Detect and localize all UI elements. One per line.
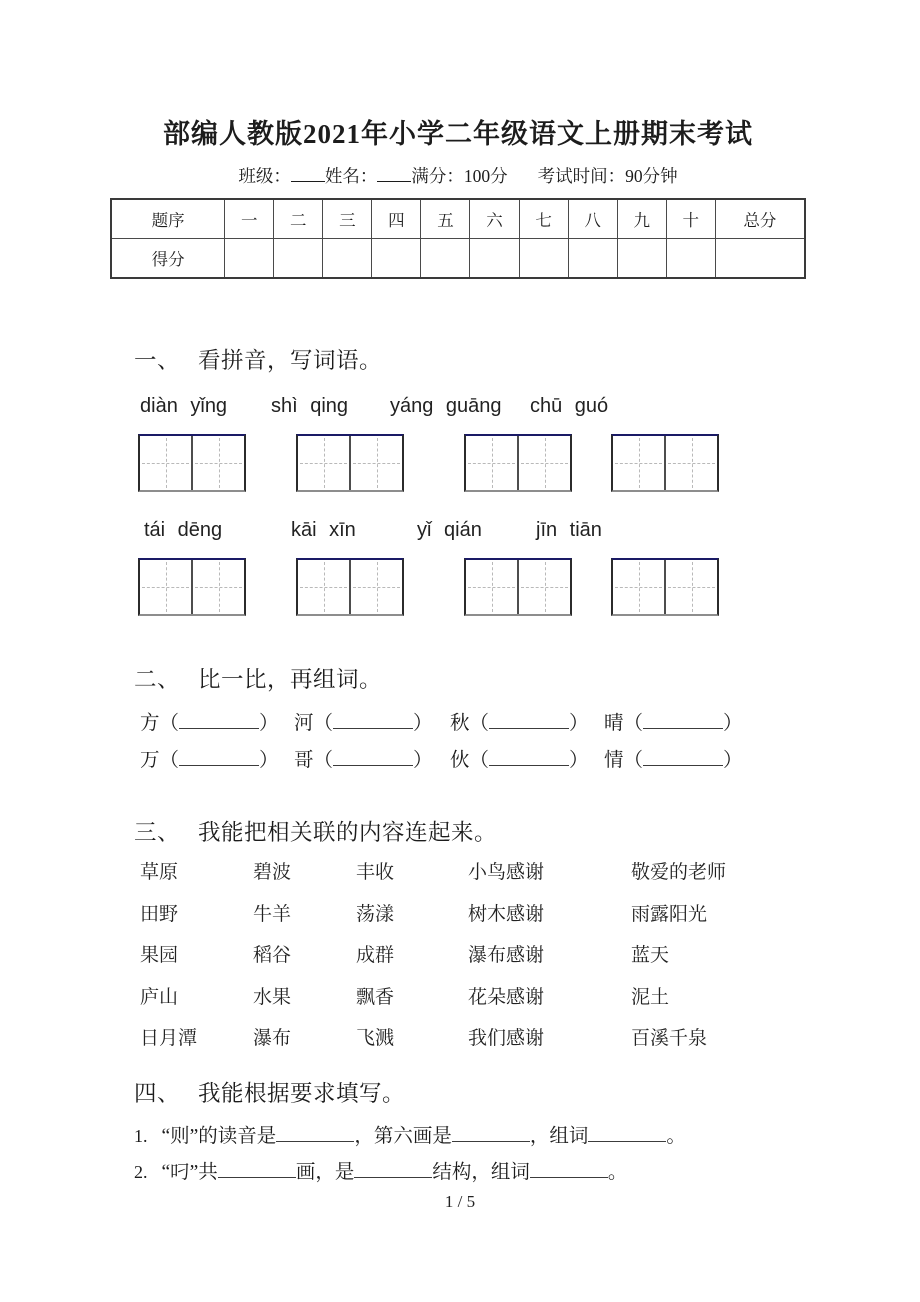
writing-grid-row-2 bbox=[134, 558, 806, 616]
answer-blank bbox=[276, 1124, 354, 1142]
match-word: 日月潭 bbox=[140, 1028, 198, 1049]
compare-row-2 bbox=[134, 744, 806, 777]
writing-grid bbox=[611, 434, 719, 492]
name-label: 姓名： bbox=[324, 166, 378, 186]
match-word: 丰收 bbox=[356, 862, 395, 883]
col-三: 三 bbox=[323, 199, 372, 239]
score-table bbox=[110, 198, 806, 279]
col-七: 七 bbox=[519, 199, 568, 239]
section-two-number: 二、 bbox=[134, 667, 181, 692]
pinyin-row-1 bbox=[134, 395, 806, 421]
col-四: 四 bbox=[372, 199, 421, 239]
answer-blank bbox=[452, 1124, 530, 1142]
score-cell bbox=[421, 239, 470, 279]
score-table-header-row bbox=[111, 199, 805, 239]
section-four-number: 四、 bbox=[134, 1081, 181, 1106]
score-cell bbox=[519, 239, 568, 279]
answer-blank bbox=[643, 711, 723, 729]
match-word: 小鸟感谢 bbox=[468, 862, 545, 883]
answer-blank bbox=[643, 748, 723, 766]
score-cell bbox=[323, 239, 372, 279]
class-blank bbox=[291, 165, 325, 182]
pinyin-shi-qing: shì qing bbox=[271, 395, 349, 417]
col-一: 一 bbox=[225, 199, 274, 239]
match-word: 庐山 bbox=[140, 986, 179, 1008]
match-word: 果园 bbox=[140, 945, 179, 966]
writing-grid bbox=[296, 558, 404, 616]
col-total: 总分 bbox=[715, 199, 805, 239]
section-four-heading bbox=[110, 1076, 806, 1108]
exam-page bbox=[110, 0, 806, 1189]
compare-item: 万（ ） bbox=[140, 750, 279, 771]
pinyin-chu-guo: chū guó bbox=[530, 395, 609, 417]
score-cell bbox=[666, 239, 715, 279]
writing-grid-row-1 bbox=[134, 434, 806, 492]
section-two-title: 比一比，再组词。 bbox=[198, 667, 383, 692]
answer-blank bbox=[179, 711, 259, 729]
match-word: 瀑布 bbox=[253, 1028, 292, 1049]
match-word: 碧波 bbox=[253, 862, 292, 883]
score-table-score-row bbox=[111, 239, 805, 279]
section-one-number: 一、 bbox=[134, 348, 181, 373]
answer-blank bbox=[588, 1124, 666, 1142]
match-word: 荡漾 bbox=[356, 903, 395, 925]
section-two-heading bbox=[110, 662, 806, 694]
match-word: 百溪千泉 bbox=[631, 1028, 708, 1049]
col-十: 十 bbox=[666, 199, 715, 239]
match-word: 稻谷 bbox=[253, 945, 292, 966]
match-word: 水果 bbox=[253, 986, 292, 1008]
match-word: 我们感谢 bbox=[468, 1028, 545, 1049]
section-three-title: 我能把相关联的内容连起来。 bbox=[198, 820, 498, 845]
section-one-heading bbox=[110, 343, 806, 375]
pinyin-kai-xin: kāi xīn bbox=[291, 519, 356, 541]
compare-row-1 bbox=[134, 707, 806, 740]
matching-grid bbox=[140, 857, 806, 1050]
match-word: 飘香 bbox=[356, 986, 395, 1008]
section-three-number: 三、 bbox=[134, 820, 181, 845]
pinyin-row-2 bbox=[134, 519, 806, 545]
score-cell bbox=[617, 239, 666, 279]
match-word: 牛羊 bbox=[253, 903, 292, 925]
match-word: 草原 bbox=[140, 862, 179, 883]
writing-grid bbox=[138, 558, 246, 616]
match-word: 敬爱的老师 bbox=[631, 862, 727, 883]
compare-item: 方（ ） bbox=[140, 713, 279, 734]
match-word: 花朵感谢 bbox=[468, 986, 545, 1008]
answer-blank bbox=[489, 748, 569, 766]
writing-grid bbox=[464, 434, 572, 492]
writing-grid bbox=[296, 434, 404, 492]
pinyin-tai-deng: tái dēng bbox=[144, 519, 223, 541]
match-word: 泥土 bbox=[631, 986, 670, 1008]
score-cell bbox=[470, 239, 519, 279]
full-score-label: 满分：100分 bbox=[411, 166, 508, 186]
class-label: 班级： bbox=[238, 166, 291, 186]
pinyin-yang-guang: yáng guāng bbox=[390, 395, 502, 417]
score-label: 得分 bbox=[111, 239, 225, 279]
question-order-label: 题序 bbox=[111, 199, 225, 239]
pinyin-yi-qian: yǐ qián bbox=[417, 519, 482, 541]
compare-item: 晴（ ） bbox=[604, 713, 743, 734]
col-五: 五 bbox=[421, 199, 470, 239]
answer-blank bbox=[333, 748, 413, 766]
score-cell bbox=[225, 239, 274, 279]
col-二: 二 bbox=[274, 199, 323, 239]
fill-item-1: 1. “则”的读音是 ，第六画是 ，组词 。 bbox=[134, 1126, 686, 1147]
page-title: 部编人教版2021年小学二年级语文上册期末考试 bbox=[163, 119, 753, 149]
exam-meta-line bbox=[110, 163, 806, 188]
score-cell bbox=[568, 239, 617, 279]
compare-item: 情（ ） bbox=[604, 750, 743, 771]
name-blank bbox=[377, 165, 411, 182]
match-word: 飞溅 bbox=[356, 1028, 395, 1049]
answer-blank bbox=[333, 711, 413, 729]
compare-item: 伙（ ） bbox=[450, 750, 589, 771]
match-word: 蓝天 bbox=[631, 945, 670, 966]
compare-item: 秋（ ） bbox=[450, 713, 589, 734]
writing-grid bbox=[464, 558, 572, 616]
score-cell bbox=[715, 239, 805, 279]
compare-item: 河（ ） bbox=[294, 713, 433, 734]
answer-blank bbox=[218, 1160, 296, 1178]
page-number: 1 / 5 bbox=[444, 1192, 476, 1211]
answer-blank bbox=[354, 1160, 432, 1178]
match-word: 田野 bbox=[140, 903, 179, 925]
match-word: 雨露阳光 bbox=[631, 903, 708, 925]
writing-grid bbox=[138, 434, 246, 492]
section-four-title: 我能根据要求填写。 bbox=[198, 1081, 406, 1106]
item-number: 2. bbox=[134, 1162, 148, 1182]
match-word: 瀑布感谢 bbox=[468, 945, 545, 966]
writing-grid bbox=[611, 558, 719, 616]
answer-blank bbox=[179, 748, 259, 766]
match-word: 成群 bbox=[356, 945, 395, 966]
answer-blank bbox=[489, 711, 569, 729]
col-九: 九 bbox=[617, 199, 666, 239]
exam-time-label: 考试时间：90分钟 bbox=[537, 166, 678, 186]
section-one-title: 看拼音，写词语。 bbox=[198, 348, 383, 373]
item-number: 1. bbox=[134, 1126, 148, 1146]
answer-blank bbox=[530, 1160, 608, 1178]
section-three-heading bbox=[110, 815, 806, 847]
pinyin-jin-tian: jīn tiān bbox=[536, 519, 602, 541]
score-cell bbox=[372, 239, 421, 279]
compare-item: 哥（ ） bbox=[294, 750, 433, 771]
fill-item-2: 2. “叼”共 画，是 结构，组词 。 bbox=[134, 1162, 628, 1183]
pinyin-dian-ying: diàn yǐng bbox=[140, 395, 228, 417]
col-六: 六 bbox=[470, 199, 519, 239]
score-cell bbox=[274, 239, 323, 279]
col-八: 八 bbox=[568, 199, 617, 239]
match-word: 树木感谢 bbox=[468, 903, 545, 925]
